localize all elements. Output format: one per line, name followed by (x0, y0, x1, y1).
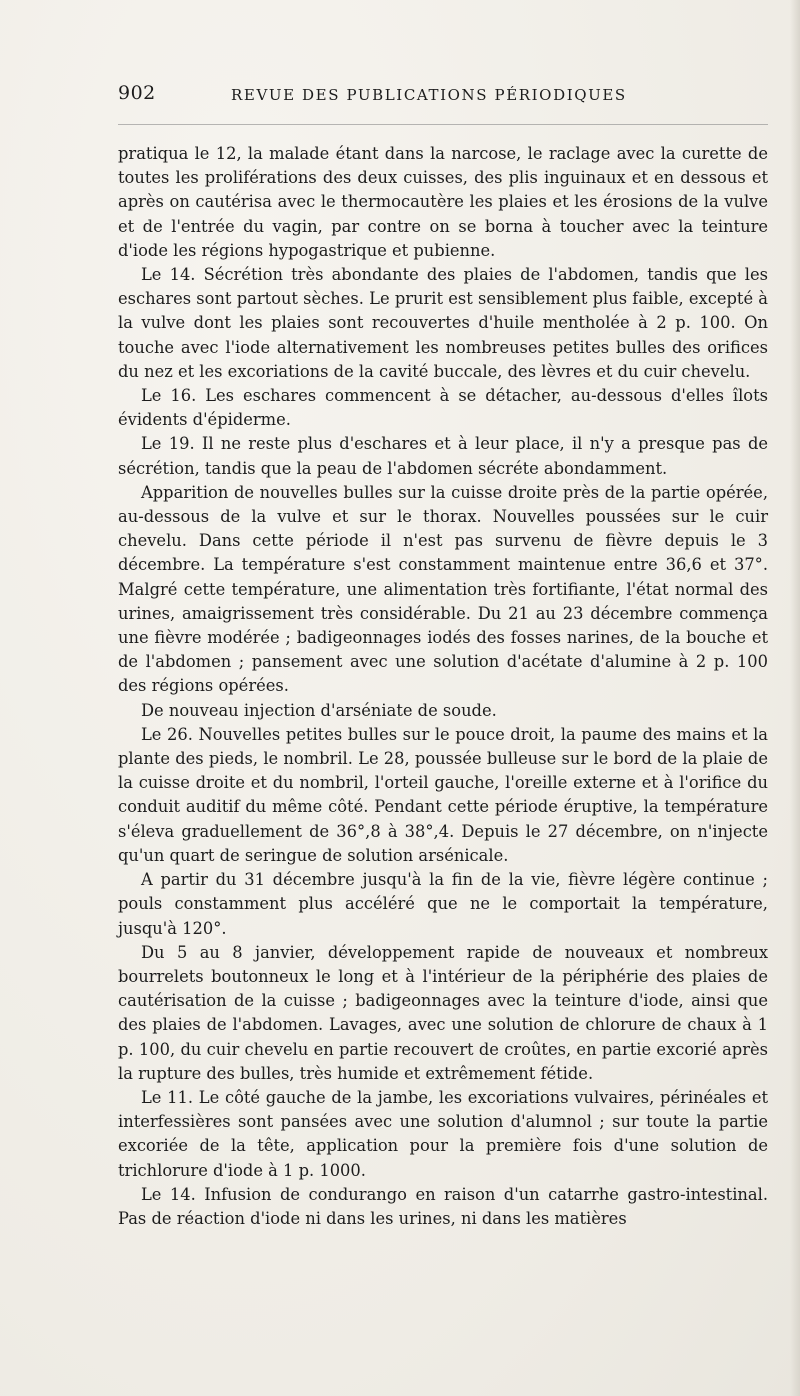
paragraph: De nouveau injection d'arséniate de soude. (141, 700, 497, 720)
header-rule (118, 124, 768, 125)
paragraph: A partir du 31 décembre jusqu'à la fin de la vie, fièvre légère continue ; pouls constamment plus accéléré que ne le comportait la température, jusqu'à 120°. (118, 870, 768, 938)
paragraph: Le 11. Le côté gauche de la jambe, les excoriations vulvaires, périnéales et interfessières sont pansées avec une solution d'alumnol ; sur toute la partie excoriée de la tête, application pour la première fois d'une solution de trichlorure d'iode à 1 p. 1000. (118, 1087, 768, 1180)
page-edge-shadow (790, 0, 800, 1396)
paragraph: Le 16. Les eschares commencent à se détacher, au-dessous d'elles îlots évidents d'épiderme. (118, 386, 768, 430)
page-header (118, 82, 768, 108)
paragraph: Du 5 au 8 janvier, développement rapide de nouveaux et nombreux bourrelets boutonneux le long et à l'intérieur de la périphérie des plaies de cautérisation de la cuisse ; badigeonnages avec la teinture d'iode, ainsi que des plaies de l'abdomen. Lavages, avec une solution de chlorure de chaux à 1 p. 100, du cuir chevelu en partie recouvert de croûtes, en partie excorié après la rupture des bulles, très humide et extrêmement fétide. (118, 942, 768, 1083)
paragraph: Apparition de nouvelles bulles sur la cuisse droite près de la partie opérée, au-dessous de la vulve et sur le thorax. Nouvelles poussées sur le cuir chevelu. Dans cette période il n'est pas survenu de fièvre depuis le 3 décembre. La température s'est constamment maintenue entre 36,6 et 37°. Malgré cette température, une alimentation très fortifiante, l'état normal des urines, amaigrissement très considérable. Du 21 au 23 décembre commença une fièvre modérée ; badigeonnages iodés des fosses narines, de la bouche et de l'abdomen ; pansement avec une solution d'acétate d'alumine à 2 p. 100 des régions opérées. (118, 482, 768, 696)
page-number: 902 (118, 82, 156, 104)
paragraph: Le 14. Infusion de condurango en raison d'un catarrhe gastro-intestinal. Pas de réaction d'iode ni dans les urines, ni dans les matières (118, 1184, 768, 1228)
body-text (118, 142, 768, 1231)
paragraph: Le 14. Sécrétion très abondante des plaies de l'abdomen, tandis que les eschares sont partout sèches. Le prurit est sensiblement plus faible, excepté à la vulve dont les plaies sont recouvertes d'huile mentholée à 2 p. 100. On touche avec l'iode alternativement les nombreuses petites bulles des orifices du nez et les excoriations de la cavité buccale, des lèvres et du cuir chevelu. (118, 265, 768, 381)
paragraph: Le 26. Nouvelles petites bulles sur le pouce droit, la paume des mains et la plante des pieds, le nombril. Le 28, poussée bulleuse sur le bord de la plaie de la cuisse droite et du nombril, l'orteil gauche, l'oreille externe et à l'orifice du conduit auditif du même côté. Pendant cette période éruptive, la température s'éleva graduellement de 36°,8 à 38°,4. Depuis le 27 décembre, on n'injecte qu'un quart de seringue de solution arsénicale. (118, 724, 768, 865)
running-title: REVUE DES PUBLICATIONS PÉRIODIQUES (231, 86, 627, 104)
paragraph: Le 19. Il ne reste plus d'eschares et à leur place, il n'y a presque pas de sécrétion, tandis que la peau de l'abdomen sécréte abondamment. (118, 434, 768, 478)
paragraph: pratiqua le 12, la malade étant dans la narcose, le raclage avec la curette de toutes les proliférations des deux cuisses, des plis inguinaux et en dessous et après on cautérisa avec le thermocautère les plaies et les érosions de la vulve et de l'entrée du vagin, par contre on se borna à toucher avec la teinture d'iode les régions hypogastrique et pubienne. (118, 144, 768, 260)
